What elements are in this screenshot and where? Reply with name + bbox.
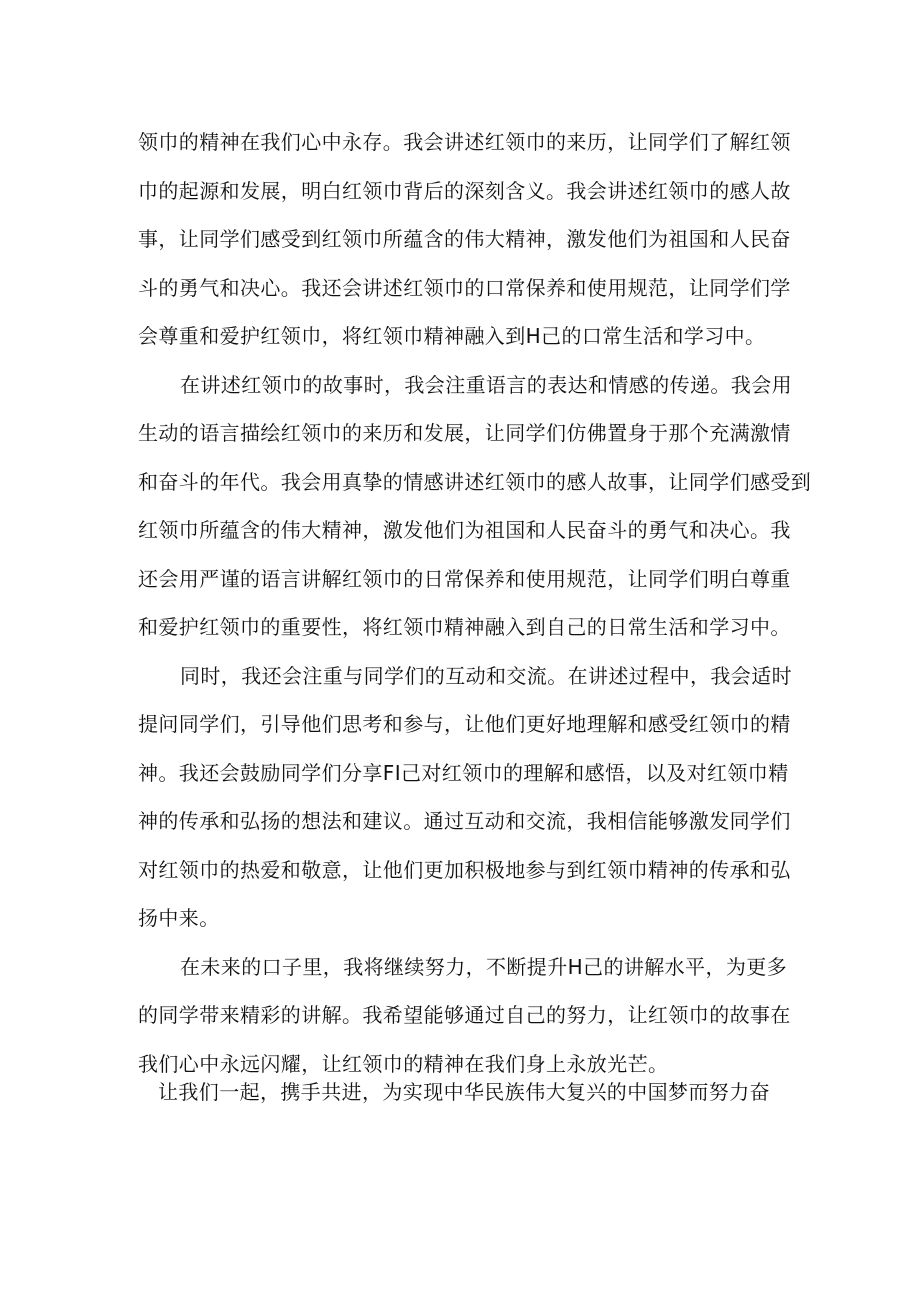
paragraph-4-line-1: 在未来的口子里，我将继续努力，不断提升H己的讲解水平，为更多 xyxy=(180,954,788,979)
paragraph-2-line-3: 和奋斗的年代。我会用真挚的情感讲述红领巾的感人故事，让同学们感受到 xyxy=(138,469,812,494)
paragraph-2-line-1: 在讲述红领巾的故事时，我会注重语言的表达和情感的传递。我会用 xyxy=(180,372,792,397)
paragraph-2-line-5: 还会用严谨的语言讲解红领巾的日常保养和使用规范，让同学们明白尊重 xyxy=(138,566,791,591)
closing-line: 让我们一起，携手共进，为实现中华民族伟大复兴的中国梦而努力奋 xyxy=(158,1080,770,1104)
paragraph-2-line-2: 生动的语言描绘红领巾的来历和发展，让同学们仿佛置身于那个充满激情 xyxy=(138,421,791,445)
paragraph-1-line-4: 斗的勇气和决心。我还会讲述红领巾的口常保养和使用规范，让同学们学 xyxy=(138,275,791,300)
paragraph-4-line-2: 的同学带来精彩的讲解。我希望能够通过自己的努力，让红领巾的故事在 xyxy=(138,1003,791,1027)
paragraph-2-line-6: 和爱护红领巾的重要性，将红领巾精神融入到自己的日常生活和学习中。 xyxy=(138,615,791,639)
paragraph-3-line-5: 对红领巾的热爱和敬意，让他们更加积极地参与到红领巾精神的传承和弘 xyxy=(138,857,791,882)
document-body xyxy=(138,118,812,1088)
paragraph-3-line-6: 扬中来。 xyxy=(138,906,220,930)
paragraph-3-line-2: 提问同学们，引导他们思考和参与，让他们更好地理解和感受红领巾的精 xyxy=(138,712,791,736)
paragraph-1-line-3: 事，让同学们感受到红领巾所蕴含的伟大精神，激发他们为祖国和人民奋 xyxy=(138,227,791,251)
paragraph-3-line-4: 神的传承和弘扬的想法和建议。通过互动和交流，我相信能够激发同学们 xyxy=(138,809,791,833)
paragraph-4-line-3: 我们心中永远闪耀，让红领巾的精神在我们身上永放光芒。 xyxy=(138,1051,669,1076)
paragraph-2-line-4: 红领巾所蕴含的伟大精神，激发他们为祖国和人民奋斗的勇气和决心。我 xyxy=(138,518,791,542)
paragraph-1-line-5: 会尊重和爱护红领巾，将红领巾精神融入到H己的口常生活和学习中。 xyxy=(138,324,766,348)
paragraph-1-line-2: 巾的起源和发展，明白红领巾背后的深刻含义。我会讲述红领巾的感人故 xyxy=(138,178,791,203)
paragraph-3-line-1: 同时，我还会注重与同学们的互动和交流。在讲述过程中，我会适时 xyxy=(180,663,792,688)
paragraph-3-line-3: 神。我还会鼓励同学们分享FI己对红领巾的理解和感悟，以及对红领巾精 xyxy=(138,760,789,785)
paragraph-1-line-1: 领巾的精神在我们心中永存。我会讲述红领巾的来历，让同学们了解红领 xyxy=(138,130,791,154)
